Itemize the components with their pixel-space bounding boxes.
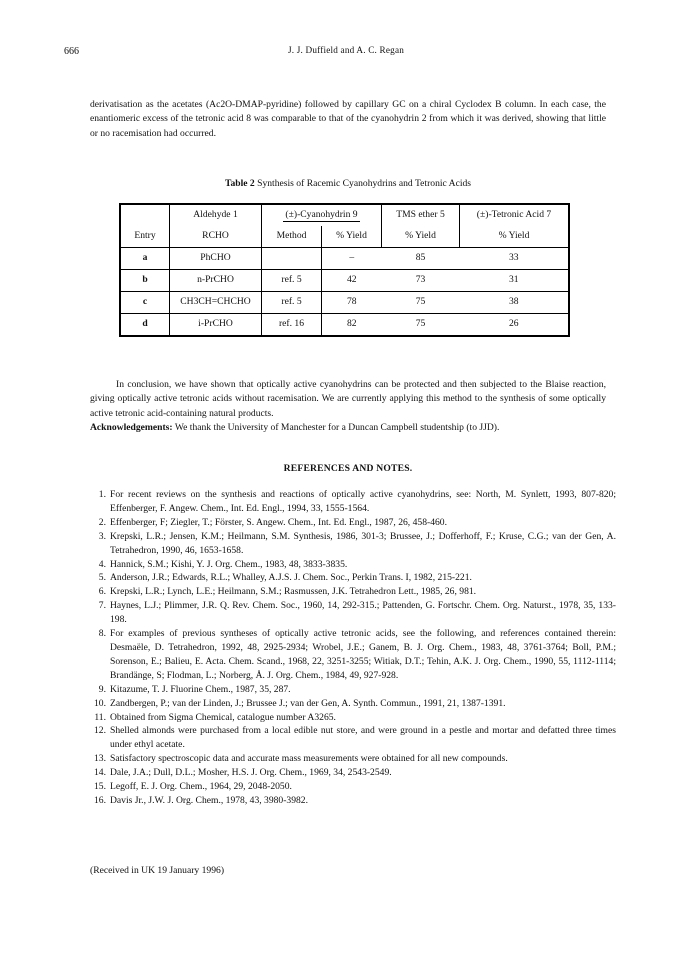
header-yield-tms: % Yield	[382, 226, 460, 248]
reference-text: Effenberger, F; Ziegler, T.; Förster, S. Angew. Chem., Int. Ed. Engl., 1987, 26, 458-460.	[110, 516, 447, 528]
conclusion-paragraph: In conclusion, we have shown that optically active cyanohydrins can be protected and then subjected to the Blaise reaction, giving optically active tetronic acids without racemisation. We are currently applying this method to the synthesis of some optically active tetronic acid-containing natural products.	[90, 379, 606, 419]
header-aldehyde: Aldehyde 1	[170, 204, 262, 226]
cell-entry: d	[120, 314, 170, 337]
table-header-row-bottom	[120, 226, 569, 248]
reference-text: Krepski, L.R.; Lynch, L.E.; Heilmann, S.M.; Rasmussen, J.K. Tetrahedron Lett., 1985, 26, 981.	[110, 586, 477, 598]
cell-yield-tms: 85	[382, 248, 460, 270]
reference-text: Obtained from Sigma Chemical, catalogue number A3265.	[110, 711, 336, 723]
cell-rcho: CH3CH=CHCHO	[170, 292, 262, 314]
conclusion-block	[90, 378, 606, 436]
reference-number: 11 .	[86, 711, 106, 725]
cell-yield-tetronic: 38	[460, 292, 570, 314]
header-yield-tetronic: % Yield	[460, 226, 570, 248]
cell-yield-tetronic: 31	[460, 270, 570, 292]
header-rcho: RCHO	[170, 226, 262, 248]
cell-yield-tms: 75	[382, 292, 460, 314]
references-list	[64, 488, 616, 808]
reference-text: Hannick, S.M.; Kishi, Y. J. Org. Chem., 1983, 48, 3833-3835.	[110, 558, 348, 570]
reference-item	[64, 571, 616, 585]
received-note: (Received in UK 19 January 1996)	[90, 865, 225, 876]
cell-yield-cyanohydrin: –	[322, 248, 382, 270]
header-entry: Entry	[120, 226, 170, 248]
reference-item	[64, 516, 616, 530]
table-caption-label: Table 2	[224, 178, 255, 189]
table-header-row-top	[120, 204, 569, 226]
table-caption	[90, 177, 606, 191]
reference-number: 4 .	[86, 558, 106, 572]
header-yield-cyanohydrin: % Yield	[322, 226, 382, 248]
cell-yield-cyanohydrin: 82	[322, 314, 382, 337]
header-method: Method	[262, 226, 322, 248]
reference-item	[64, 683, 616, 697]
reference-number: 2 .	[86, 516, 106, 530]
table-row	[120, 248, 569, 270]
cell-method: ref. 16	[262, 314, 322, 337]
cell-yield-cyanohydrin: 78	[322, 292, 382, 314]
cell-yield-cyanohydrin: 42	[322, 270, 382, 292]
reference-text: Anderson, J.R.; Edwards, R.L.; Whalley, A.J.S. J. Chem. Soc., Perkin Trans. I, 1982, 215-221.	[110, 572, 472, 584]
reference-text: For examples of previous syntheses of optically active tetronic acids, see the following, and references contained therein: Desmaële, D. Tetrahedron, 1992, 48, 2925-2934; Wrobel, J.E.; Ganem, B. J. Org. Chem., 1983, 48, 3761-3764; Boll, P.M.; Sorenson, E.; Balieu, E. Acta. Chem. Scand., 1968, 22, 3251-3255; Witiak, D.T.; Tehin, A.K. J. Org. Chem., 1990, 55, 1112-1114; Brandänge, S; Flodman, L.; Norberg, Å. J. Org. Chem., 1984, 49, 927-928.	[110, 628, 616, 681]
cell-yield-tms: 73	[382, 270, 460, 292]
reference-text: Dale, J.A.; Dull, D.L.; Mosher, H.S. J. Org. Chem., 1969, 34, 2543-2549.	[110, 767, 392, 779]
cell-yield-tetronic: 26	[460, 314, 570, 337]
reference-text: For recent reviews on the synthesis and reactions of optically active cyanohydrins, see: North, M. Synlett, 1993, 807-820; Effenberger, F. Angew. Chem., Int. Ed. Engl., 1994, 33, 1555-1564.	[110, 489, 616, 514]
cell-yield-tetronic: 33	[460, 248, 570, 270]
reference-text: Legoff, E. J. Org. Chem., 1964, 29, 2048-2050.	[110, 781, 292, 793]
reference-item	[64, 488, 616, 516]
reference-item	[64, 697, 616, 711]
reference-text: Haynes, L.J.; Plimmer, J.R. Q. Rev. Chem. Soc., 1960, 14, 292-315.; Pattenden, G. Fortschr. Chem. Org. Naturst., 1978, 35, 133-198.	[110, 600, 616, 626]
reference-number: 10 .	[86, 697, 106, 711]
header-tms-ether: TMS ether 5	[382, 204, 460, 226]
reference-item	[64, 627, 616, 683]
reference-item	[64, 599, 616, 627]
reference-item	[64, 711, 616, 725]
cell-rcho: n-PrCHO	[170, 270, 262, 292]
reference-item	[64, 752, 616, 766]
cell-entry: b	[120, 270, 170, 292]
cell-entry: a	[120, 248, 170, 270]
reference-number: 9 .	[86, 683, 106, 697]
reference-item	[64, 794, 616, 808]
header-tetronic-acid: (±)-Tetronic Acid 7	[460, 204, 570, 226]
reference-text: Satisfactory spectroscopic data and accurate mass measurements were obtained for all new compounds.	[110, 753, 508, 765]
acknowledgements-text: We thank the University of Manchester for a Duncan Campbell studentship (to JJD).	[174, 422, 500, 434]
reference-text: Shelled almonds were purchased from a local edible nut store, and were ground in a pestle and mortar and defatted three times under ethyl acetate.	[110, 725, 616, 751]
results-table	[119, 203, 570, 337]
reference-text: Zandbergen, P.; van der Linden, J.; Brussee J.; van der Gen, A. Synth. Commun., 1991, 21, 1387-1391.	[110, 697, 506, 709]
cell-method	[262, 248, 322, 270]
cell-method: ref. 5	[262, 270, 322, 292]
reference-number: 5 .	[86, 571, 106, 585]
table-row	[120, 270, 569, 292]
acknowledgements-label: Acknowledgements:	[90, 422, 173, 434]
cell-entry: c	[120, 292, 170, 314]
reference-number: 12 .	[86, 724, 106, 738]
reference-text: Krepski, L.R.; Jensen, K.M.; Heilmann, S.M. Synthesis, 1986, 301-3; Brussee, J.; Dofferhoff, F.; Kruse, C.G.; van der Gen, A. Tetrahedron, 1990, 46, 1653-1658.	[110, 530, 616, 556]
cell-rcho: PhCHO	[170, 248, 262, 270]
reference-text: Kitazume, T. J. Fluorine Chem., 1987, 35, 287.	[110, 683, 291, 695]
table-row	[120, 292, 569, 314]
reference-item	[64, 530, 616, 558]
reference-number: 15 .	[86, 780, 106, 794]
cell-rcho: i-PrCHO	[170, 314, 262, 337]
reference-item	[64, 585, 616, 599]
table-caption-text: Synthesis of Racemic Cyanohydrins and Tetronic Acids	[257, 178, 472, 189]
reference-item	[64, 558, 616, 572]
reference-number: 13 .	[86, 752, 106, 766]
acknowledgements	[90, 421, 606, 435]
reference-item	[64, 780, 616, 794]
results-table-wrapper	[119, 203, 570, 337]
reference-number: 7 .	[86, 599, 106, 613]
reference-number: 3 .	[86, 530, 106, 544]
header-cyanohydrin: (±)-Cyanohydrin 9	[262, 204, 382, 226]
reference-number: 16 .	[86, 794, 106, 808]
reference-number: 1 .	[86, 488, 106, 502]
intro-paragraph: derivatisation as the acetates (Ac2O-DMAP-pyridine) followed by capillary GC on a chiral Cyclodex B column. In each case, the enantiomeric excess of the tetronic acid 8 was comparable to that of the cyanohydrin 2 from which it was derived, showing that little or no racemisation had occurred.	[90, 99, 606, 139]
references-heading: REFERENCES AND NOTES.	[283, 463, 413, 474]
cell-method: ref. 5	[262, 292, 322, 314]
reference-number: 6 .	[86, 585, 106, 599]
cell-yield-tms: 75	[382, 314, 460, 337]
reference-number: 14 .	[86, 766, 106, 780]
reference-item	[64, 766, 616, 780]
table-row	[120, 314, 569, 337]
page-number: 666	[64, 46, 79, 57]
reference-item	[64, 724, 616, 752]
reference-number: 8 .	[86, 627, 106, 641]
reference-text: Davis Jr., J.W. J. Org. Chem., 1978, 43, 3980-3982.	[110, 794, 309, 806]
running-head: J. J. Duffield and A. C. Regan	[287, 45, 405, 55]
page-header	[64, 44, 628, 58]
